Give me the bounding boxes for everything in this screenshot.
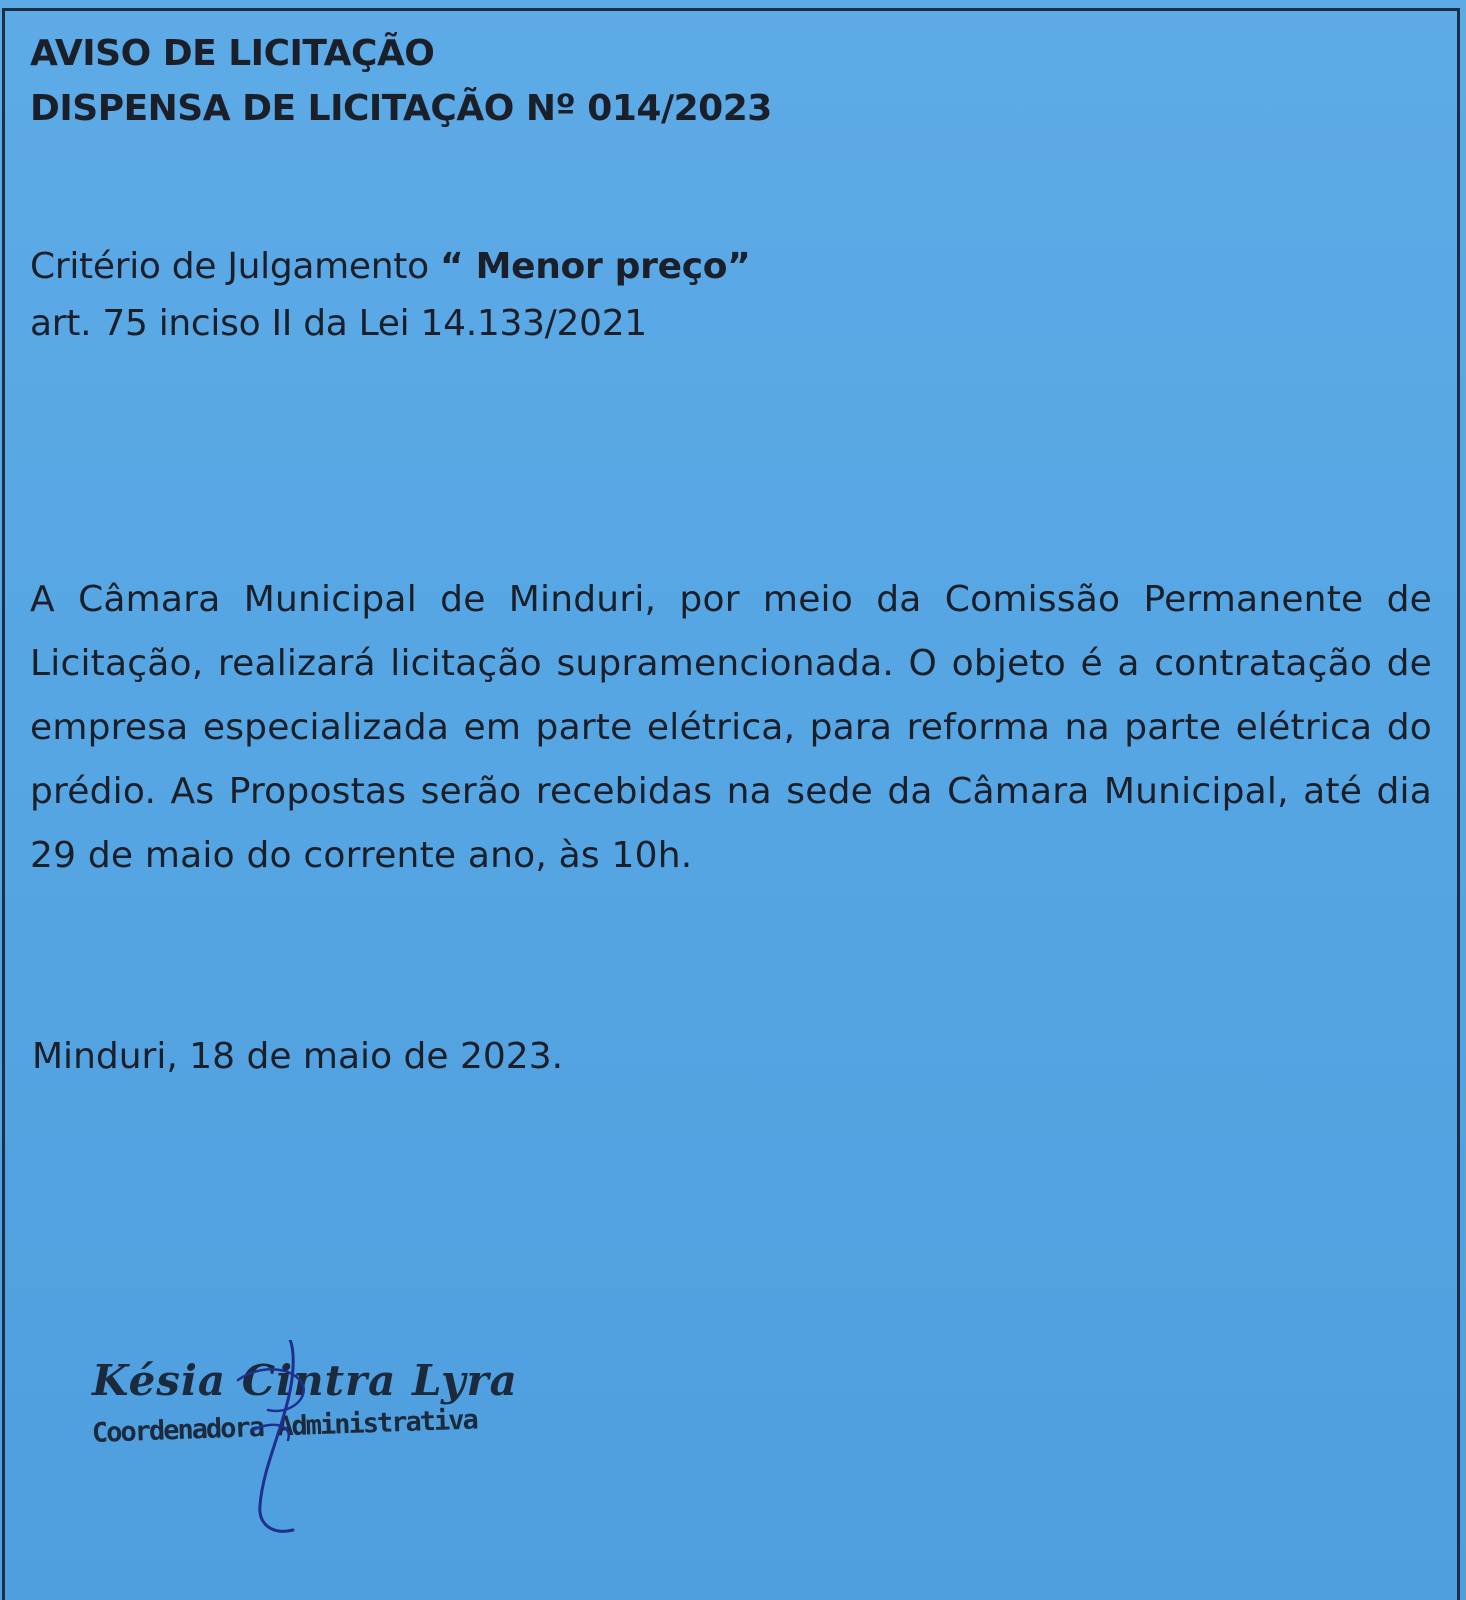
criteria-value: “ Menor preço” [439,246,751,287]
signature-stamp [88,1340,548,1540]
judgment-criteria [30,246,751,287]
signatory-name: Késia Cintra Lyra [92,1356,518,1405]
signatory-role: Coordenadora Administrativa [91,1404,478,1449]
notice-subtitle: DISPENSA DE LICITAÇÃO Nº 014/2023 [30,88,772,129]
date-line: Minduri, 18 de maio de 2023. [32,1036,564,1077]
criteria-label: Critério de Julgamento [30,246,440,287]
notice-title: AVISO DE LICITAÇÃO [30,33,435,74]
legal-basis: art. 75 inciso II da Lei 14.133/2021 [30,303,647,344]
notice-body: A Câmara Municipal de Minduri, por meio da Comissão Permanente de Licitação, realizará licitação supramencionada. O objeto é a contratação de empresa especializada em parte elétrica, para reforma na parte elétrica do prédio. As Propostas serão recebidas na sede da Câmara Municipal, até dia 29 de maio do corrente ano, às 10h. [30,579,1432,876]
